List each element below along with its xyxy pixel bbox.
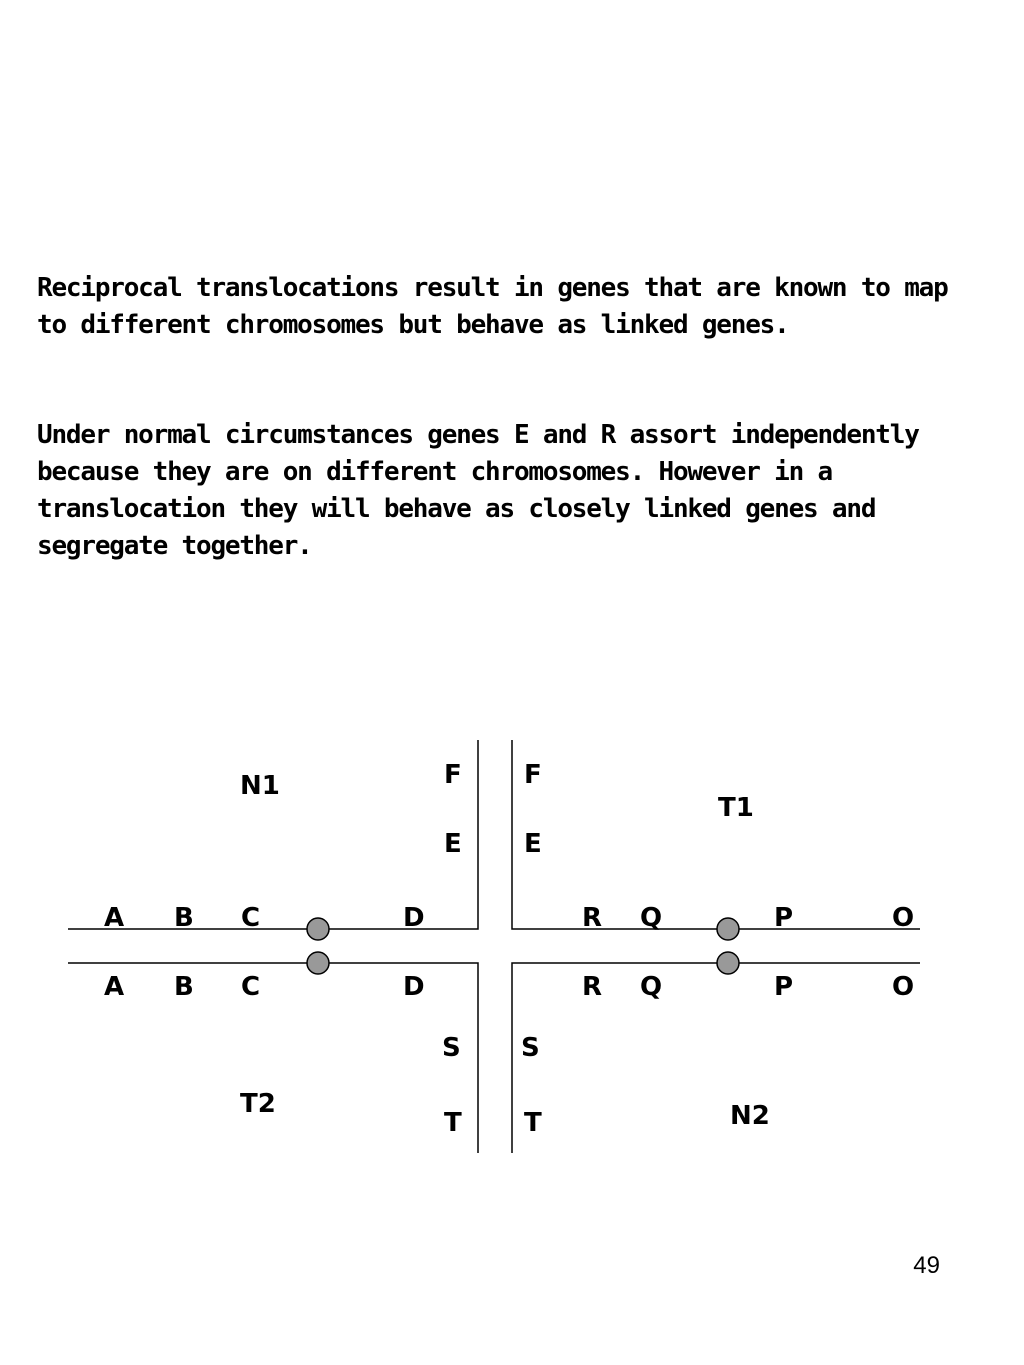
gene-label: R bbox=[582, 972, 603, 1002]
gene-label: D bbox=[403, 903, 425, 933]
explanation-paragraph: Under normal circumstances genes E and R assort independently because they are on different chromosomes. However in a translocation they will behave as closely linked genes and segregate together. bbox=[37, 420, 919, 561]
chromosome-n2-line bbox=[512, 963, 920, 1153]
gene-label: S bbox=[521, 1033, 540, 1063]
gene-label: E bbox=[524, 829, 542, 859]
page-number: 49 bbox=[913, 1252, 940, 1279]
gene-label: P bbox=[774, 903, 794, 933]
label-n1: N1 bbox=[240, 771, 280, 801]
gene-label: S bbox=[442, 1033, 461, 1063]
gene-label: B bbox=[174, 903, 194, 933]
centromere-t2 bbox=[307, 952, 329, 974]
chromosome-t1-line bbox=[512, 740, 920, 929]
centromere-n2 bbox=[717, 952, 739, 974]
gene-label: C bbox=[241, 903, 261, 933]
gene-label: B bbox=[174, 972, 194, 1002]
gene-label: F bbox=[524, 760, 542, 790]
chromosome-n1-line bbox=[68, 740, 478, 929]
gene-label: P bbox=[774, 972, 794, 1002]
gene-label: Q bbox=[640, 903, 663, 933]
label-t1: T1 bbox=[718, 793, 754, 823]
gene-label: D bbox=[403, 972, 425, 1002]
intro-paragraph: Reciprocal translocations result in genes that are known to map to different chromosomes but behave as linked genes. bbox=[37, 273, 948, 340]
gene-label: C bbox=[241, 972, 261, 1002]
gene-label: E bbox=[444, 829, 462, 859]
gene-label: O bbox=[892, 903, 915, 933]
centromere-n1 bbox=[307, 918, 329, 940]
centromere-t1 bbox=[717, 918, 739, 940]
gene-label: A bbox=[104, 903, 125, 933]
label-t2: T2 bbox=[240, 1089, 276, 1119]
gene-label: R bbox=[582, 903, 603, 933]
gene-label: T bbox=[444, 1108, 462, 1138]
gene-label: T bbox=[524, 1108, 542, 1138]
gene-label: A bbox=[104, 972, 125, 1002]
gene-label: O bbox=[892, 972, 915, 1002]
label-n2: N2 bbox=[730, 1101, 770, 1131]
gene-label: F bbox=[444, 760, 462, 790]
gene-label: Q bbox=[640, 972, 663, 1002]
